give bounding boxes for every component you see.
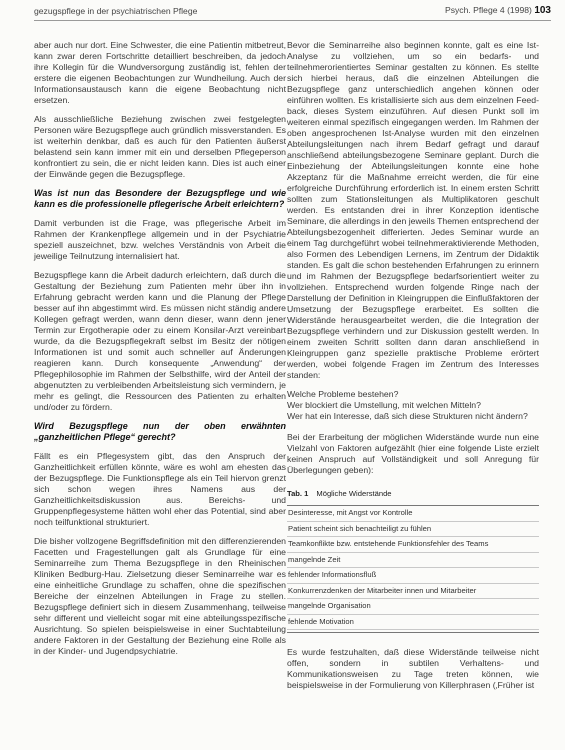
table-row: fehlender Informationsfluß [287,568,539,584]
paragraph: aber auch nur dort. Eine Schwester, die eine Patientin mitbetreut, kann zwar deren Fortschritte detailliert beschreiben, da jedoch ihre Kollegin für die Wundversorgung zuständig ist, fehlen der erstere die eigenen Beobachtungen zur Wundheilung. Auch der Informationsaustausch kann die eigene Beobachtung nicht ersetzen. [34,40,286,105]
table-bottom-rule [287,632,539,633]
table-row: Konkurrenzdenken der Mitarbeiter innen und Mitarbeiter [287,584,539,600]
table-row: Teamkonflikte bzw. entstehende Funktionsfehler des Teams [287,537,539,553]
table-caption [287,488,539,499]
running-title: gezugspflege in der psychiatrischen Pflege [34,6,198,16]
table-row: mangelnde Zeit [287,553,539,569]
table-title: Mögliche Widerstände [316,489,392,498]
paragraph: Bevor die Seminarreihe also beginnen konnte, galt es eine Ist-Analyse zu vollziehen, um so ein bedarfs- und teilnehmerorientiertes Seminar gestalten zu können. Es stellte sich hierbei heraus, daß die einzelnen Abteilungen die Bezugspflege ganz unterschiedlich angehen können oder einführen wollten. Es kristallisierte sich aus dem einzelnen Feed-back, dieses System einzuführen. Auf diesen Punkt soll im weiteren einmal spezifisch eingegangen werden. Im Rahmen der oben angesprochenen Ist-Analyse wurden mit den einzelnen Abteilungsleitungen nach ihrem Bedarf gefragt und darauf anschließend abteilungsbezogene Seminare geplant. Durch die Einbeziehung der Abteilungsleitungen konnte eine hohe Akzeptanz für die Maßnahme erreicht werden, die für eine erfolgreiche Durchführung erforderlich ist. In einem ersten Schritt sollten zum Stationsleitungen als Multiplikatoren geschult werden. Es entstanden drei in ihrer Konzeption identische Seminare, die allerdings in den jeweils Themen entsprechend der Abteilungsbezogenheit differierten. Jedes Seminar wurde an einem Tag durchgeführt wobei teilnehmeraktivierende Methoden, also Formen des Lebendigen Lernens, im Zentrum der Didaktik standen. Es galt die schon bestehenden Erfahrungen zu erinnern und im Rahmen der Bezugspflege bedarfsorientiert weiter zu vollziehen. Entsprechend wurden folgende Ringe nach der Darstellung der Definition in Kleingruppen die Einflußfaktoren der Umsetzung der Bezugspflege erarbeitet. Es sollten die Widerstände herausgearbeitet werden, die die Integration der Bezugspflege verhindern und zur Diskussion gestellt werden. In einem zweiten Schritt sollten dann daran anschließend in Kleingruppen ganz spezielle praktische Probleme erörtert werden, wobei folgende Fragen im Zentrum des Interesses standen: [287,40,539,380]
table-row: mangelnde Organisation [287,599,539,615]
paragraph: Bei der Erarbeitung der möglichen Widerstände wurde nun eine Vielzahl von Faktoren aufgezählt (hier eine folgende Liste erzielt keinen Anspruch auf Vollständigkeit und soll Anregung für Überlegungen geben): [287,432,539,475]
paragraph: Als ausschließliche Beziehung zwischen zwei festgelegten Personen wäre Bezugspflege auch gründlich missverstanden. Es ist weiterhin denkbar, daß es auch für den Patienten äußerst belastend sein kann immer mit ein und derselben Pflegeperson konfrontiert zu sein, die er nicht leiden kann. Dies ist auch einer der Einwände gegen die Bezugspflege. [34,114,286,179]
list-item: Welche Probleme bestehen? [287,389,399,399]
table-row: Desinteresse, mit Angst vor Kontrolle [287,506,539,522]
section-heading: Was ist nun das Besondere der Bezugspflege und wie kann es die professionelle pflegerische Arbeit erleichtern? [34,188,286,209]
paragraph: Die bisher vollzogene Begriffsdefinition mit den differenzierenden Facetten und Fragestellungen galt als Grundlage für eine Seminarreihe zum Thema Bezugspflege in den Rheinischen Kliniken Bedburg-Hau. Zielsetzung dieser Seminarreihe war es eine einheitliche Grundlage zu schaffen, ohne die spezifischen Bereiche der einzelnen Abteilungen in Frage zu stellen. Bezugspflege definiert sich in diesem Zusammenhang, teilweise sehr different und vielleicht sogar mit eine abteilungsspezifische Ausrichtung. So spielen beispielsweise in einer Suchtabteilung andere Faktoren in der Gestaltung der Beziehung eine Rolle als in der Kinder- und Jugendpsychiatrie. [34,536,286,656]
left-column [34,40,286,665]
paragraph: Bezugspflege kann die Arbeit dadurch erleichtern, daß durch die Gestaltung der Beziehung zum Patienten mehr über ihn in Erfahrung gebracht werden kann und die Planung der Pflege besser auf ihn abgestimmt wird. Es müssen nicht ständig andere Kollegen gefragt werden, wann denn dieser, wann denn jener Termin zur Ergotherapie oder zu einem Konsilar-Arzt vereinbart wurde, da die Bezugspflegekraft selbst im Besitz der nötigen Informationen ist und somit auch schneller auf Änderungen reagieren kann. Durch konsequente „Anwendung“ der Pflegephilosophie im Rahmen der Selbsthilfe, wird der Anteil der abgenutzten zu verbleibenden Arbeitsleistung sich vermindern, je mehr es gelingt, die Ressourcen des Patienten zu erhalten und/oder zu fördern. [34,270,286,412]
table-1 [287,488,539,633]
paragraph: Fällt es ein Pflegesystem gibt, das den Anspruch der Ganzheitlichkeit erfüllen könnte, wäre es wohl am ehesten das der Bezugspflege. Die Funktionspflege als ein Teil hiervon grenzt sich schon wegen ihres Namens aus der Ganzheitlichkeitsdiskussion aus. Bereichs- und Gruppenpflegesysteme hätten wohl eher das Potential, sind aber noch teilfunktional strukturiert. [34,451,286,527]
page-number: 103 [534,5,551,16]
question-list [287,389,539,422]
table-row: fehlende Motivation [287,615,539,631]
section-heading: Wird Bezugspflege nun der oben erwähnten „ganzheitlichen Pflege“ gerecht? [34,421,286,442]
list-item: Wer hat ein Interesse, daß sich diese Strukturen nicht ändern? [287,411,528,421]
table-label: Tab. 1 [287,489,309,498]
list-item: Wer blockiert die Umstellung, mit welchen Mitteln? [287,400,481,410]
running-header [34,4,551,21]
journal-info [445,5,551,16]
table-row: Patient scheint sich benachteiligt zu fühlen [287,522,539,538]
journal-citation: Psych. Pflege 4 (1998) [444,5,532,15]
paragraph: Es wurde festzuhalten, daß diese Widerstände teilweise nicht offen, sondern in subtilen Verhaltens- und Kommunikationsweisen zu Tage treten können, wie beispielsweise in der Formulierung von Killerphrasen (‚Früher ist [287,647,539,690]
paragraph: Damit verbunden ist die Frage, was pflegerische Arbeit im Rahmen der Krankenpflege allgemein und in der Psychiatrie speziell auszeichnet, bzw. welches Verständnis von Arbeit die jeweilige Teilnutzung internalisiert hat. [34,218,286,261]
right-column [287,40,539,699]
